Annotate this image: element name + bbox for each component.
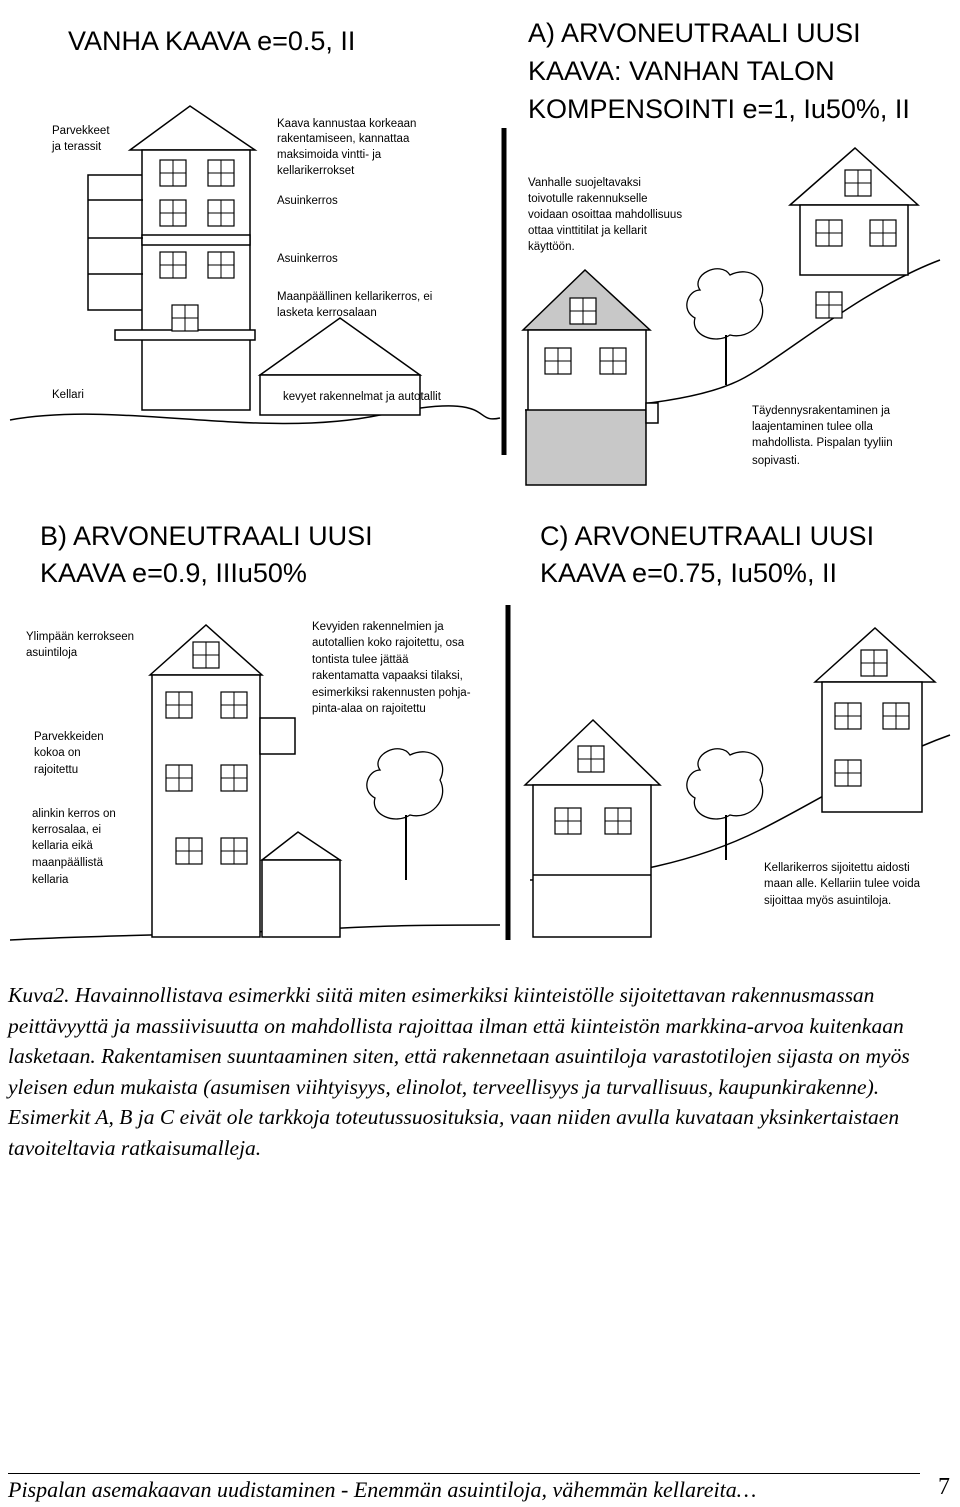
figure-caption bbox=[8, 980, 952, 1163]
footer-title: Pispalan asemakaavan uudistaminen - Enemmän asuintiloja, vähemmän kellareita… bbox=[8, 1477, 757, 1502]
panel-b bbox=[10, 521, 500, 940]
note-light-limited: Kevyiden rakennelmien ja autotallien koko rajoitettu, osa tontista tulee jättää rakentamatta vapaaksi tilaksi, esimerkiksi rakennusten pohja- pinta-alaa on rajoitettu bbox=[312, 621, 471, 715]
note-encourages: Kaava kannustaa korkeaan rakentamiseen, kannattaa maksimoida vintti- ja kellarikerrokset bbox=[277, 118, 417, 177]
note-top-floor: Ylimpään kerrokseen asuintiloja bbox=[26, 631, 135, 659]
panel-a bbox=[523, 18, 940, 485]
note-floor2: Asuinkerros bbox=[277, 253, 338, 265]
footer-rule bbox=[8, 1473, 920, 1474]
note-old-house: Vanhalle suojeltavaksi toivotulle rakennukselle voidaan osoittaa mahdollisuus ottaa vinttitilat ja kellarit käyttöön. bbox=[528, 177, 683, 253]
panel-c-title: C) ARVONEUTRAALI UUSI KAAVA e=0.75, Iu50%, II bbox=[540, 521, 875, 588]
panel-c bbox=[525, 521, 950, 937]
caption-text: Kuva2. Havainnollistava esimerkki siitä miten esimerkiksi kiinteistölle sijoitettavan rakennusmassan peittävyyttä ja massiivisuutta on mahdollista rajoittaa ilman että kiinteistön markkina-arvoa kuitenkaan lasketaan. Rakentamisen suuntaaminen siten, että rakennetaan asuintiloja varastotilojen sijasta on myös yleisen edun mukaista (asumisen viihtyisyys, elinolot, terveellisyys ja turvallisuus, kaupunkirakenne). Esimerkit A, B ja C eivät ole tarkkoja toteutussuosituksia, vaan niiden avulla kuvataan yksinkertaistaen tavoiteltavia ratkaisumalleja. bbox=[8, 983, 910, 1160]
panel-a-title: A) ARVONEUTRAALI UUSI KAAVA: VANHAN TALON KOMPENSOINTI e=1, Iu50%, II bbox=[528, 18, 910, 124]
note-real-basement: Kellarikerros sijoitettu aidosti maan alle. Kellariin tulee voida sijoittaa myös asuintiloja. bbox=[764, 862, 920, 907]
note-basement: Kellari bbox=[52, 389, 84, 401]
note-lowest-floor: alinkin kerros on kerrosalaa, ei kellaria eikä maanpäällistä kellaria bbox=[32, 808, 116, 886]
page-footer bbox=[8, 1477, 948, 1503]
note-light-structures: kevyet rakennelmat ja autotallit bbox=[283, 391, 441, 403]
note-floor1: Asuinkerros bbox=[277, 195, 338, 207]
note-balcony-size: Parvekkeiden kokoa on rajoitettu bbox=[34, 731, 104, 776]
panel-b-title: B) ARVONEUTRAALI UUSI KAAVA e=0.9, IIIu50% bbox=[40, 521, 373, 588]
panel-old-title: VANHA KAAVA e=0.5, II bbox=[68, 26, 356, 56]
page-number: 7 bbox=[938, 1474, 950, 1500]
note-aboveground: Maanpäällinen kellarikerros, ei lasketa kerrosalaan bbox=[277, 291, 433, 319]
note-balconies: Parvekkeet ja terassit bbox=[52, 125, 110, 153]
note-infill: Täydennysrakentaminen ja laajentaminen tulee olla mahdollista. Pispalan tyyliin sopivasti. bbox=[752, 405, 893, 467]
panel-old bbox=[10, 26, 500, 424]
